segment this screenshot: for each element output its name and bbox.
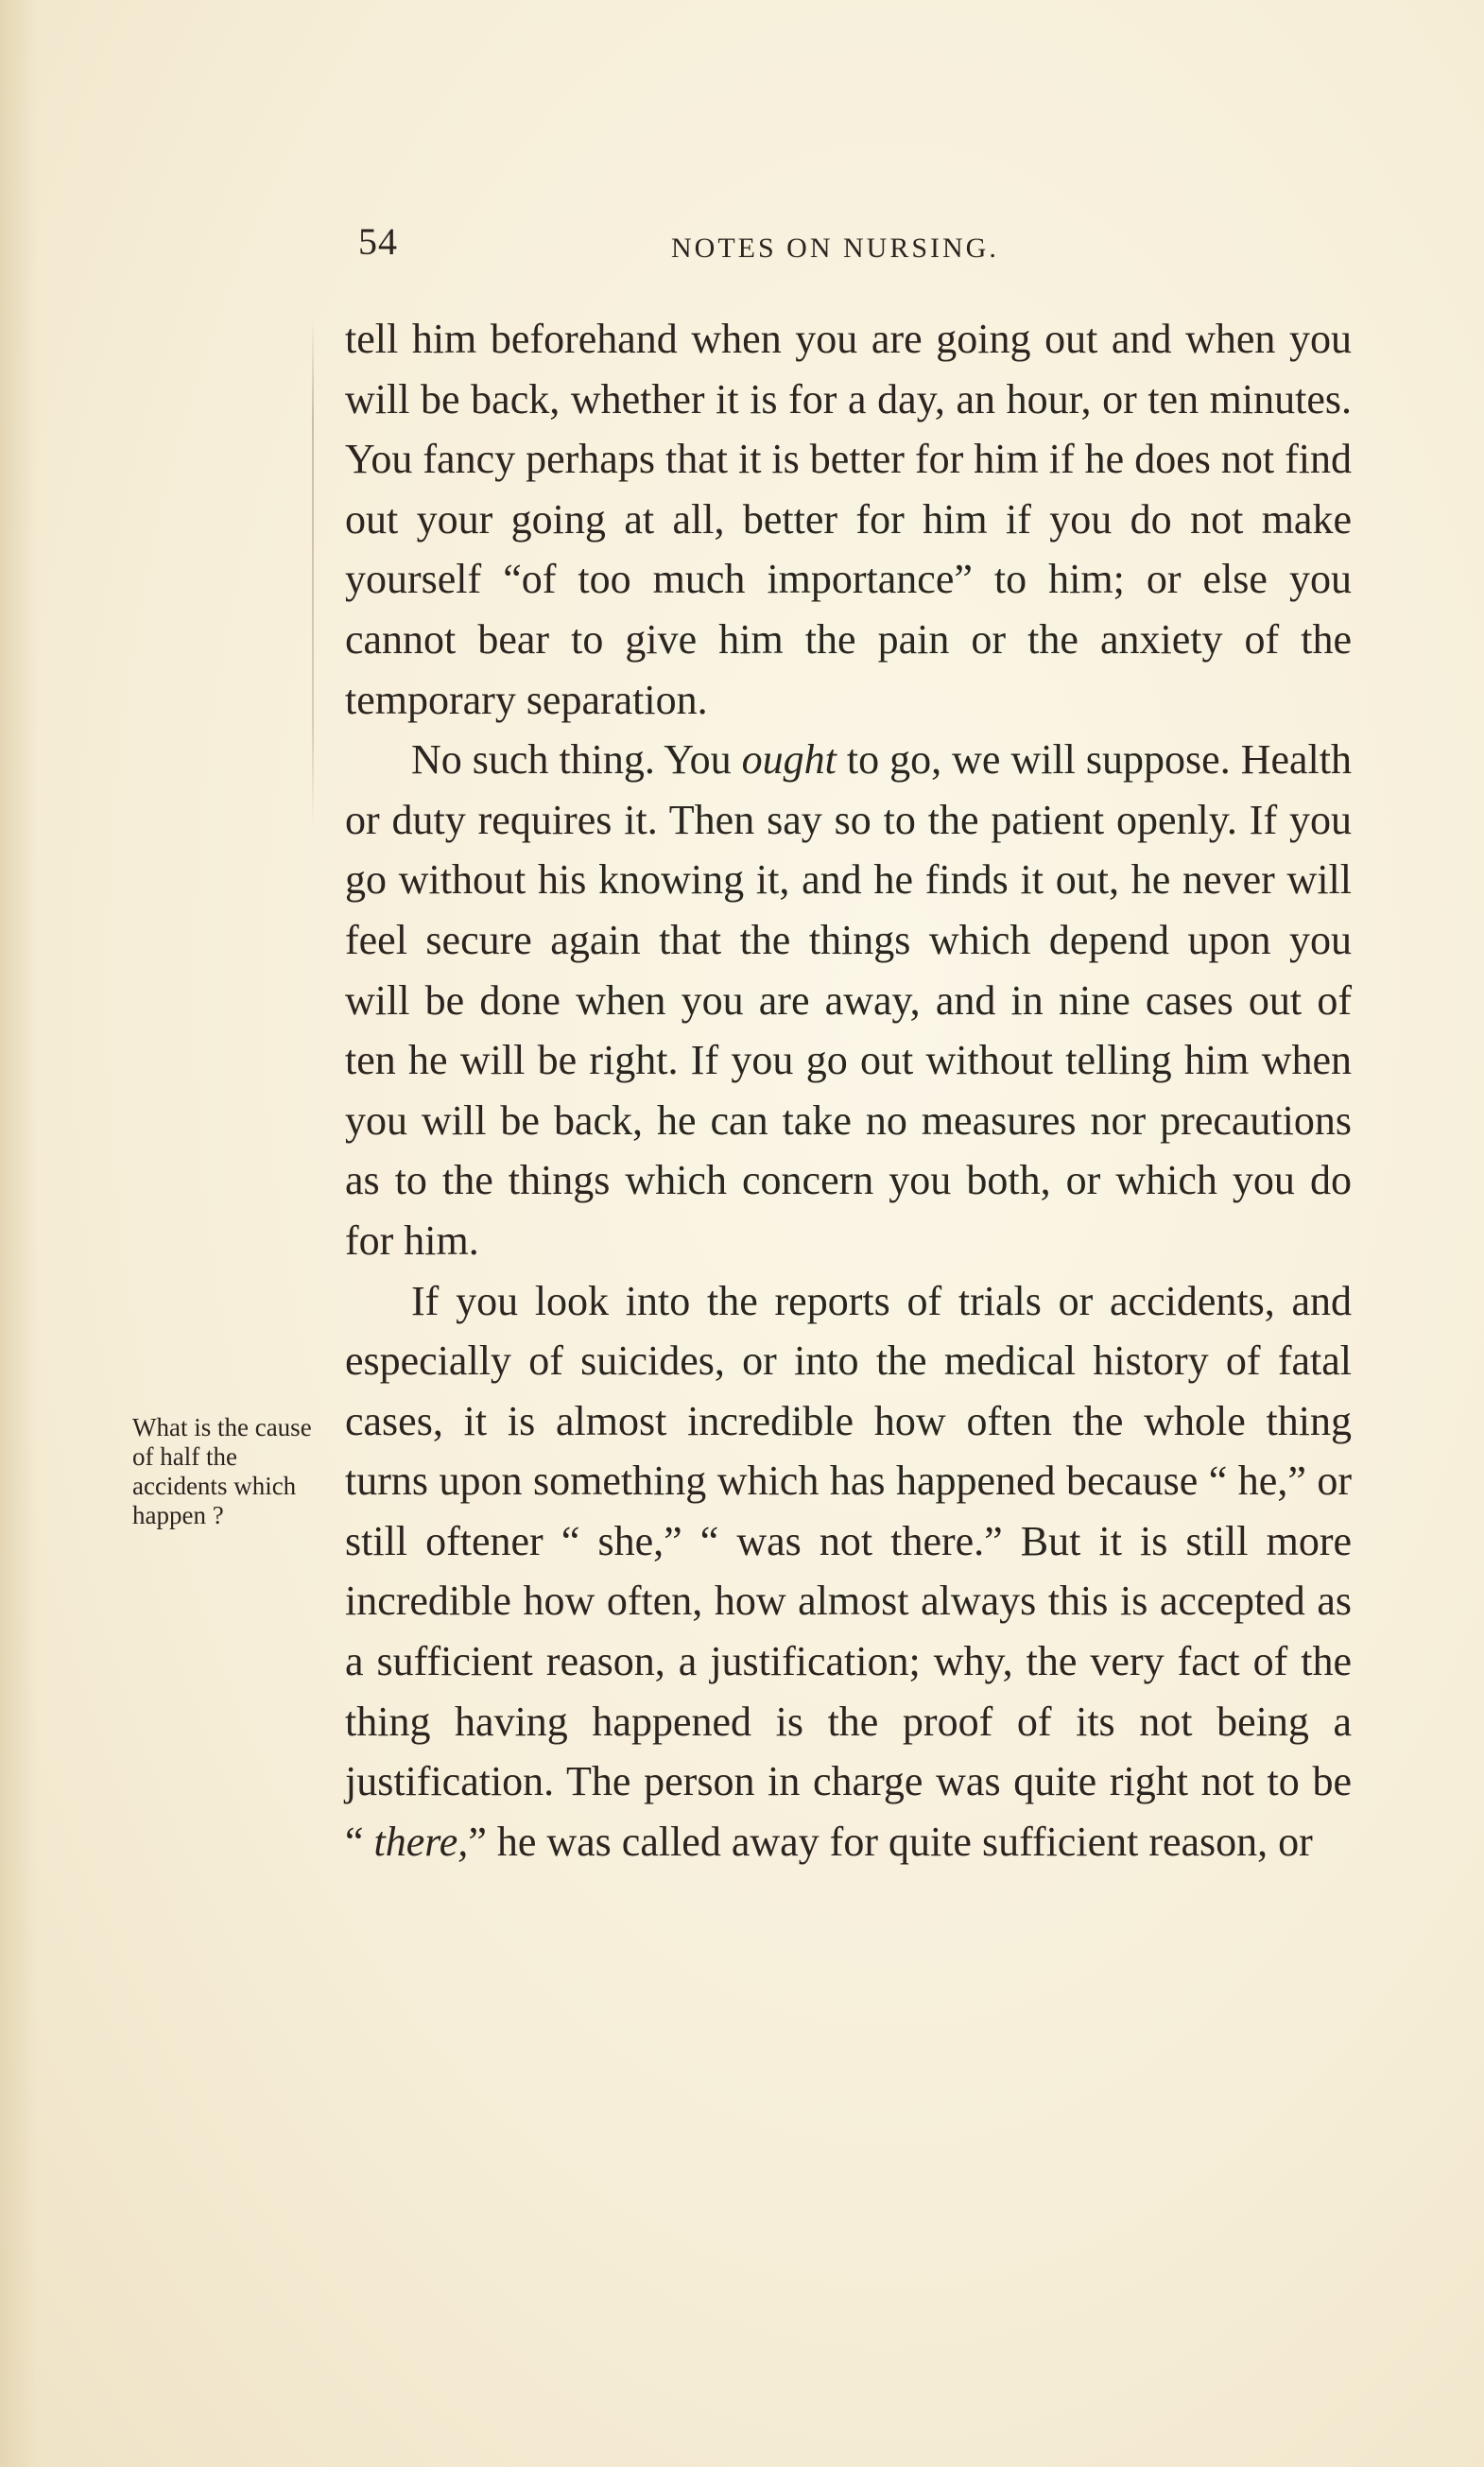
gutter-shadow bbox=[0, 0, 38, 2467]
marginal-pencil-rule bbox=[312, 317, 314, 827]
paragraph-3-text-a: If you look into the reports of trials or accidents, and especially of suicides, or into the medical history of fatal cases, it is almost incredible how often the whole thing turns upon something which has happened because “ he,” or still oftener “ she,” “ was not there.” But it is still more incredible how often, how almost always this is accepted as a sufficient reason, a justification; why, the very fact of the thing having happened is the proof of its not being a justification. The person in charge was quite right not to be “ bbox=[345, 1277, 1352, 1865]
body-text bbox=[345, 309, 1352, 1872]
paragraph-2-text-a: No such thing. You bbox=[411, 736, 742, 784]
paragraph-1-text: tell him beforehand when you are going out and when you will be back, whether it is for a day, an hour, or ten minutes. You fancy perhaps that it is better for him if he does not find out your going at all, better for him if you do not make yourself “of too much importance” to him; or else you cannot bear to give him the pain or the anxiety of the temporary separation. bbox=[345, 316, 1352, 723]
side-note: What is the cause of half the accidents which happen ? bbox=[132, 1413, 312, 1529]
paragraph-2 bbox=[345, 730, 1352, 1270]
paragraph-2-text-b: to go, we will suppose. Health or duty requires it. Then say so to the patient openly. If you go without his knowing it, and he finds it out, he never will feel secure again that the things which depend upon you will be done when you are away, and in nine cases out of ten he will be right. If you go out without telling him when you will be back, he can take no measures nor precautions as to the things which concern you both, or which you do for him. bbox=[345, 736, 1352, 1264]
running-title: NOTES ON NURSING. bbox=[671, 233, 999, 264]
paragraph-1 bbox=[345, 309, 1352, 730]
paragraph-2-emphasis: ought bbox=[741, 736, 837, 784]
page-number: 54 bbox=[358, 220, 398, 263]
running-head bbox=[354, 219, 1356, 276]
paragraph-3-emphasis: there, bbox=[373, 1818, 469, 1865]
paragraph-3-text-b: ” he was called away for quite sufficient reason, or bbox=[468, 1818, 1313, 1865]
paragraph-3 bbox=[345, 1271, 1352, 1872]
